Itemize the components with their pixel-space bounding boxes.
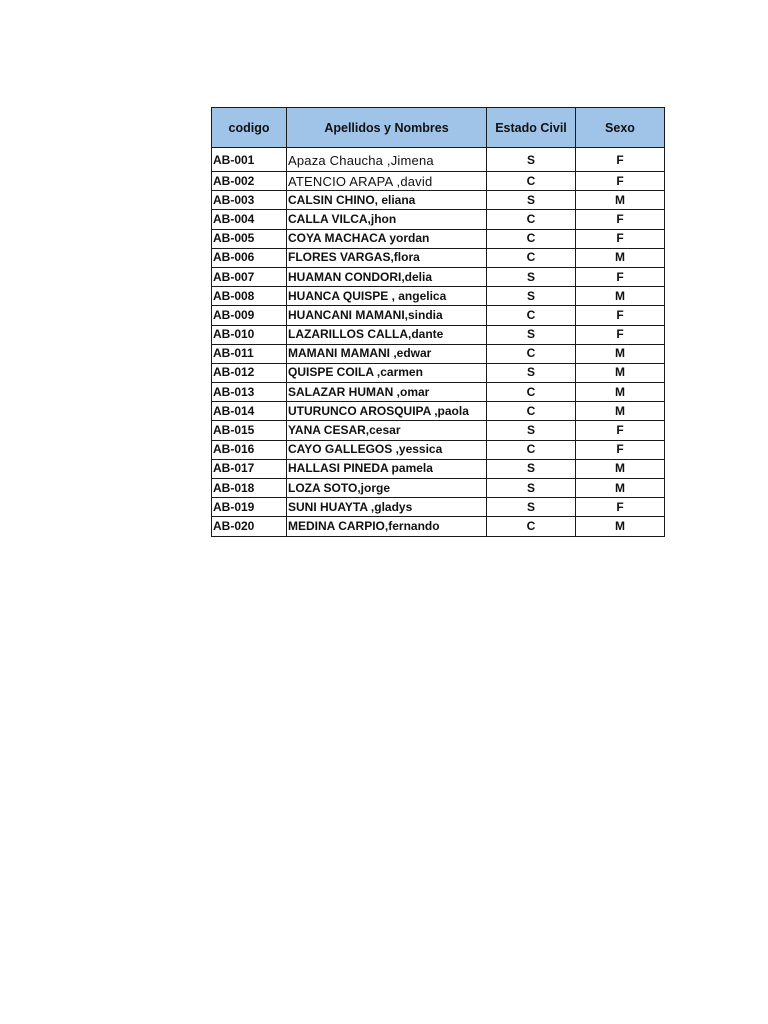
cell-sexo: M xyxy=(576,287,665,306)
cell-nombre: SUNI HUAYTA ,gladys xyxy=(287,498,487,517)
cell-estado-civil: S xyxy=(487,363,576,382)
cell-estado-civil: C xyxy=(487,229,576,248)
cell-estado-civil: S xyxy=(487,479,576,498)
table-row xyxy=(212,210,665,229)
cell-estado-civil: C xyxy=(487,172,576,191)
cell-estado-civil: S xyxy=(487,421,576,440)
cell-codigo: AB-015 xyxy=(212,421,287,440)
cell-codigo: AB-017 xyxy=(212,459,287,478)
cell-codigo: AB-007 xyxy=(212,267,287,286)
table-row xyxy=(212,229,665,248)
student-roster-table xyxy=(211,107,665,537)
cell-codigo: AB-003 xyxy=(212,191,287,210)
cell-estado-civil: C xyxy=(487,440,576,459)
cell-nombre: HUANCA QUISPE , angelica xyxy=(287,287,487,306)
cell-codigo: AB-020 xyxy=(212,517,287,536)
table-row xyxy=(212,383,665,402)
cell-codigo: AB-010 xyxy=(212,325,287,344)
table-row xyxy=(212,421,665,440)
table-row xyxy=(212,459,665,478)
cell-nombre: COYA MACHACA yordan xyxy=(287,229,487,248)
cell-codigo: AB-018 xyxy=(212,479,287,498)
table-row xyxy=(212,191,665,210)
cell-sexo: M xyxy=(576,402,665,421)
table-row xyxy=(212,479,665,498)
cell-codigo: AB-019 xyxy=(212,498,287,517)
cell-nombre: YANA CESAR,cesar xyxy=(287,421,487,440)
cell-codigo: AB-012 xyxy=(212,363,287,382)
table-row xyxy=(212,344,665,363)
cell-nombre: HALLASI PINEDA pamela xyxy=(287,459,487,478)
cell-sexo: F xyxy=(576,306,665,325)
table-row xyxy=(212,498,665,517)
cell-estado-civil: S xyxy=(487,498,576,517)
cell-codigo: AB-008 xyxy=(212,287,287,306)
cell-nombre: CAYO GALLEGOS ,yessica xyxy=(287,440,487,459)
table-header-row xyxy=(212,108,665,148)
cell-estado-civil: S xyxy=(487,148,576,172)
cell-sexo: F xyxy=(576,421,665,440)
cell-sexo: M xyxy=(576,191,665,210)
cell-sexo: M xyxy=(576,363,665,382)
cell-sexo: M xyxy=(576,383,665,402)
cell-nombre: CALSIN CHINO, eliana xyxy=(287,191,487,210)
cell-codigo: AB-011 xyxy=(212,344,287,363)
cell-sexo: F xyxy=(576,498,665,517)
cell-sexo: M xyxy=(576,517,665,536)
cell-nombre: MEDINA CARPIO,fernando xyxy=(287,517,487,536)
cell-nombre: UTURUNCO AROSQUIPA ,paola xyxy=(287,402,487,421)
header-codigo: codigo xyxy=(212,108,287,148)
cell-sexo: M xyxy=(576,479,665,498)
table-row xyxy=(212,306,665,325)
cell-estado-civil: C xyxy=(487,344,576,363)
cell-nombre: QUISPE COILA ,carmen xyxy=(287,363,487,382)
cell-codigo: AB-004 xyxy=(212,210,287,229)
cell-codigo: AB-006 xyxy=(212,248,287,267)
cell-nombre: SALAZAR HUMAN ,omar xyxy=(287,383,487,402)
table-row xyxy=(212,363,665,382)
cell-nombre: LOZA SOTO,jorge xyxy=(287,479,487,498)
cell-estado-civil: S xyxy=(487,325,576,344)
cell-sexo: F xyxy=(576,325,665,344)
cell-sexo: F xyxy=(576,210,665,229)
cell-estado-civil: S xyxy=(487,267,576,286)
cell-nombre: FLORES VARGAS,flora xyxy=(287,248,487,267)
table-row xyxy=(212,287,665,306)
cell-estado-civil: C xyxy=(487,402,576,421)
cell-sexo: M xyxy=(576,459,665,478)
cell-codigo: AB-005 xyxy=(212,229,287,248)
cell-estado-civil: C xyxy=(487,248,576,267)
header-estado-civil: Estado Civil xyxy=(487,108,576,148)
cell-nombre: Apaza Chaucha ,Jimena xyxy=(287,148,487,172)
cell-estado-civil: S xyxy=(487,287,576,306)
cell-codigo: AB-001 xyxy=(212,148,287,172)
cell-sexo: M xyxy=(576,248,665,267)
cell-sexo: F xyxy=(576,440,665,459)
cell-codigo: AB-016 xyxy=(212,440,287,459)
cell-sexo: M xyxy=(576,344,665,363)
table-row xyxy=(212,267,665,286)
table-body xyxy=(212,148,665,537)
table-row xyxy=(212,402,665,421)
cell-codigo: AB-002 xyxy=(212,172,287,191)
cell-codigo: AB-014 xyxy=(212,402,287,421)
cell-sexo: F xyxy=(576,229,665,248)
cell-nombre: LAZARILLOS CALLA,dante xyxy=(287,325,487,344)
cell-estado-civil: S xyxy=(487,459,576,478)
cell-estado-civil: C xyxy=(487,210,576,229)
cell-codigo: AB-013 xyxy=(212,383,287,402)
cell-nombre: ATENCIO ARAPA ,david xyxy=(287,172,487,191)
header-apellidos-nombres: Apellidos y Nombres xyxy=(287,108,487,148)
table-row xyxy=(212,325,665,344)
cell-codigo: AB-009 xyxy=(212,306,287,325)
table-row xyxy=(212,248,665,267)
table-row xyxy=(212,172,665,191)
cell-estado-civil: C xyxy=(487,383,576,402)
cell-nombre: HUAMAN CONDORI,delia xyxy=(287,267,487,286)
table-row xyxy=(212,517,665,536)
cell-nombre: HUANCANI MAMANI,sindia xyxy=(287,306,487,325)
cell-nombre: MAMANI MAMANI ,edwar xyxy=(287,344,487,363)
cell-estado-civil: C xyxy=(487,517,576,536)
cell-estado-civil: S xyxy=(487,191,576,210)
header-sexo: Sexo xyxy=(576,108,665,148)
table-row xyxy=(212,440,665,459)
table-row xyxy=(212,148,665,172)
cell-sexo: F xyxy=(576,172,665,191)
cell-estado-civil: C xyxy=(487,306,576,325)
cell-sexo: F xyxy=(576,267,665,286)
cell-sexo: F xyxy=(576,148,665,172)
cell-nombre: CALLA VILCA,jhon xyxy=(287,210,487,229)
